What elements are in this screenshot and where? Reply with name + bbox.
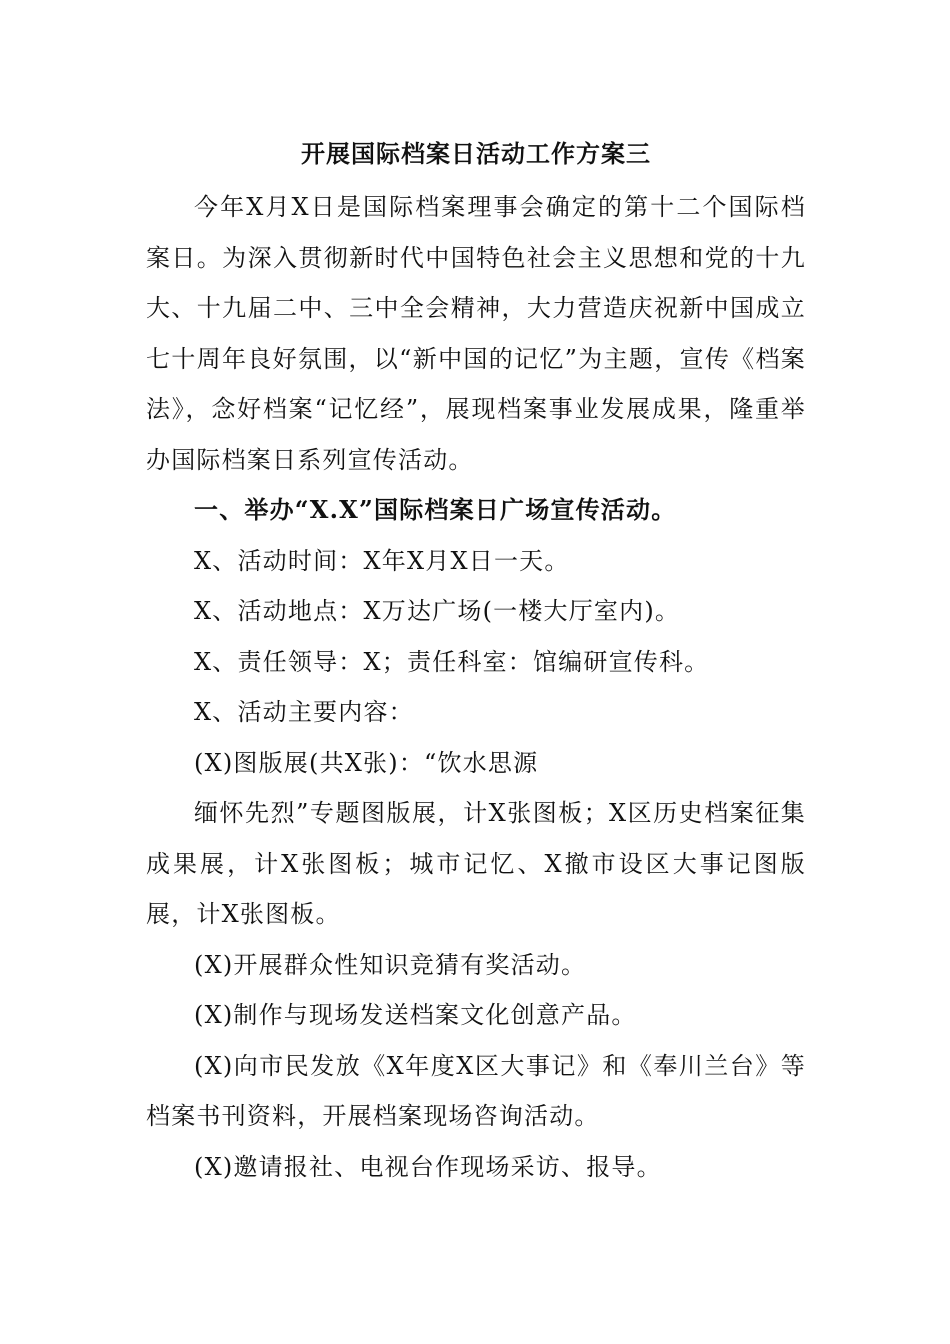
document-title: 开展国际档案日活动工作方案三 (301, 139, 651, 168)
list-item: (X)制作与现场发送档案文化创意产品。 (194, 1001, 637, 1029)
main-content-heading: X、活动主要内容： (194, 698, 414, 726)
list-item: (X)图版展(共X张)：“饮水思源 (194, 748, 539, 777)
responsible-leader: X、责任领导：X；责任科室：馆编研宣传科。 (194, 647, 710, 676)
list-item: (X)邀请报社、电视台作现场采访、报导。 (194, 1152, 662, 1181)
section-heading: 一、举办“X.X”国际档案日广场宣传活动。 (194, 495, 677, 524)
list-item-continuation: 缅怀先烈”专题图版展，计X张图板；X区历史档案征集成果展，计X张图板；城市记忆、X撤市设区大事记图版展，计X张图板。 (146, 799, 806, 928)
list-item: (X)开展群众性知识竞猜有奖活动。 (194, 950, 587, 979)
intro-paragraph: 今年X月X日是国际档案理事会确定的第十二个国际档案日。为深入贯彻新时代中国特色社会主义思想和党的十九大、十九届二中、三中全会精神，大力营造庆祝新中国成立七十周年良好氛围，以“新中国的记忆”为主题，宣传《档案法》，念好档案“记忆经”，展现档案事业发展成果，隆重举办国际档案日系列宣传活动。 (146, 193, 806, 474)
activity-time: X、活动时间：X年X月X日一天。 (194, 546, 570, 575)
document-page (146, 132, 806, 1192)
activity-location: X、活动地点：X万达广场(一楼大厅室内)。 (194, 597, 681, 625)
list-item: (X)向市民发放《X年度X区大事记》和《奉川兰台》等档案书刊资料，开展档案现场咨询活动。 (146, 1051, 806, 1130)
